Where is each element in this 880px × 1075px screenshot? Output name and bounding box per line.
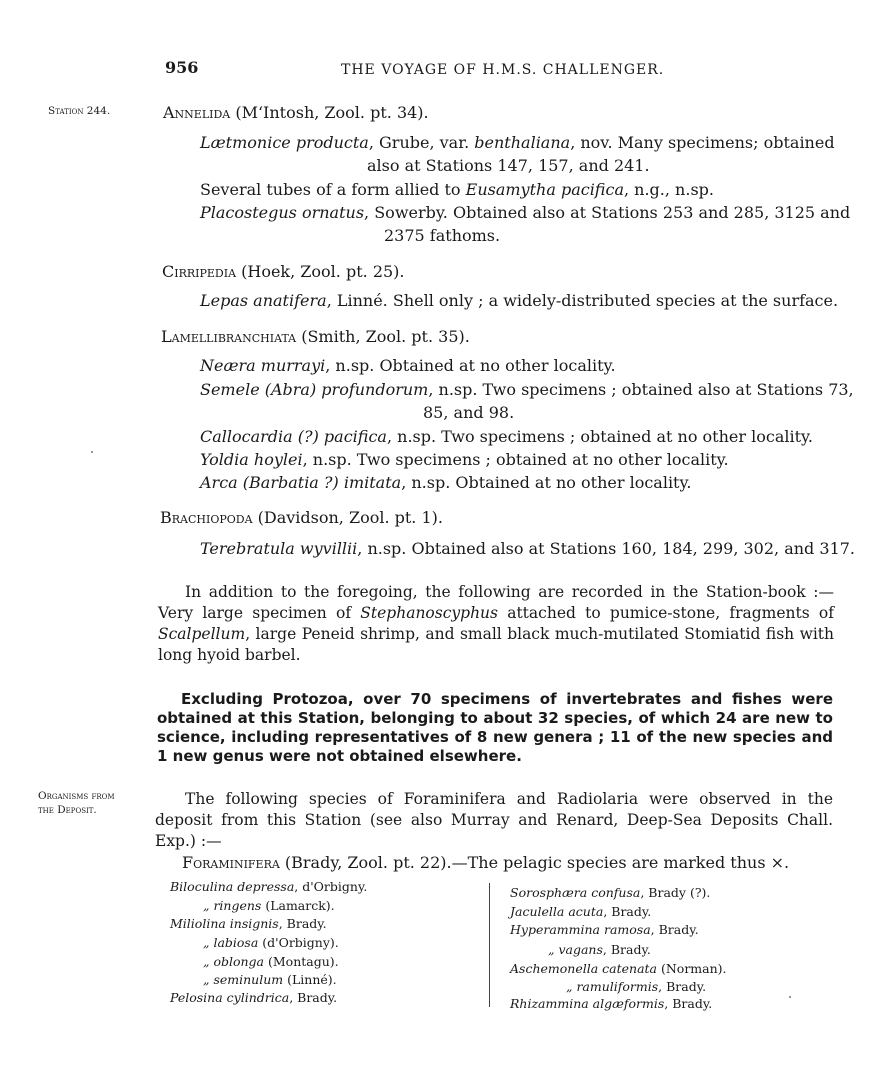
- species-author: , Brady (?).: [640, 885, 711, 900]
- deposit-paragraph: The following species of Foraminifera and Radiolaria were observed in the deposit from this Station (see also Murray and Renard, Deep-Sea Deposits Chall. Exp.) :—: [155, 790, 833, 850]
- entry-text: , Sowerby. Obtained also at Stations 253 and 285, 3125 and: [364, 203, 851, 222]
- entry-text: , n.sp. Two specimens ; obtained also at Stations 73,: [428, 380, 854, 399]
- left-species-entry: [170, 916, 327, 931]
- lamellibranchiata-entry-2: [200, 380, 854, 399]
- cirripedia-entry-1: [200, 291, 838, 310]
- left-species-entry: [203, 935, 339, 950]
- species-author: , Brady.: [650, 922, 699, 937]
- species-author: , d'Orbigny.: [294, 879, 368, 894]
- species-name: Lætmonice producta: [200, 133, 369, 152]
- station-book-paragraph: [158, 582, 834, 666]
- left-species-entry: [170, 879, 367, 894]
- entry-text: , n.sp. Two specimens ; obtained at no other locality.: [386, 427, 814, 446]
- species-author: , Brady.: [289, 990, 338, 1005]
- group-authority: (Smith, Zool. pt. 35).: [296, 327, 470, 346]
- right-species-entry: [566, 979, 706, 994]
- annelida-heading: [163, 103, 429, 122]
- group-authority: (Brady, Zool. pt. 22).—The pelagic species are marked thus ×.: [279, 853, 790, 872]
- paper-speck: [91, 451, 93, 453]
- group-authority: (M‘Intosh, Zool. pt. 34).: [230, 103, 429, 122]
- margin-organisms-line2: the Deposit.: [38, 804, 97, 816]
- species-name: Arca (Barbatia ?) imitata: [200, 473, 402, 492]
- species-name: Jaculella acuta: [510, 904, 604, 919]
- variety-name: benthaliana: [474, 133, 571, 152]
- paper-speck: [789, 996, 791, 998]
- species-name: Miliolina insignis: [170, 916, 279, 931]
- group-name: Lamellibranchiata: [161, 327, 297, 346]
- species-name: „ seminulum: [203, 972, 284, 987]
- column-divider: [489, 883, 490, 1007]
- species-author: , Brady.: [664, 996, 713, 1011]
- group-authority: (Hoek, Zool. pt. 25).: [236, 262, 405, 281]
- paragraph-text: In addition to the foregoing, the following are recorded in the Station-book :—Very large specimen of: [158, 583, 834, 622]
- species-name: Pelosina cylindrica: [170, 990, 290, 1005]
- summary-paragraph: Excluding Protozoa, over 70 specimens of invertebrates and fishes were obtained at this Station, belonging to about 32 species, of which 24 are new to science, including representatives of 8 new genera ; 11 of the new species and 1 new genus were not obtained elsewhere.: [157, 690, 833, 765]
- foraminifera-heading: [182, 853, 789, 872]
- lamellibranchiata-entry-5: [200, 473, 691, 492]
- species-name: „ ringens: [203, 898, 262, 913]
- species-name: Stephanoscyphus: [360, 604, 498, 622]
- right-species-entry: [510, 922, 699, 937]
- left-species-entry: [203, 898, 335, 913]
- annelida-entry-1-cont: also at Stations 147, 157, and 241.: [367, 156, 650, 175]
- entry-text: , n.sp. Two specimens ; obtained at no other locality.: [302, 450, 729, 469]
- entry-text: , n.sp. Obtained at no other locality.: [325, 356, 616, 375]
- species-author: (Lamarck).: [261, 898, 335, 913]
- right-species-entry: [548, 942, 651, 957]
- group-name: Foraminifera: [182, 853, 280, 872]
- group-name: Annelida: [163, 103, 231, 122]
- brachiopoda-entry-1: [200, 539, 855, 558]
- species-name: Aschemonella catenata: [510, 961, 657, 976]
- species-name: Placostegus ornatus: [200, 203, 365, 222]
- species-name: Terebratula wyvillii: [200, 539, 358, 558]
- species-author: , Brady.: [603, 904, 652, 919]
- paragraph-text: attached to pumice-stone, fragments of: [498, 604, 834, 622]
- species-author: , Brady.: [658, 979, 707, 994]
- species-name: „ oblonga: [203, 954, 265, 969]
- entry-text: , nov. Many specimens; obtained: [570, 133, 835, 152]
- lamellibranchiata-heading: [161, 327, 470, 346]
- lamellibranchiata-entry-3: [200, 427, 813, 446]
- running-title: THE VOYAGE OF H.M.S. CHALLENGER.: [341, 62, 665, 78]
- species-name: „ ramuliformis: [566, 979, 659, 994]
- species-name: „ labiosa: [203, 935, 259, 950]
- entry-text: , Linné. Shell only ; a widely-distributed species at the surface.: [326, 291, 839, 310]
- species-author: , Brady.: [602, 942, 651, 957]
- entry-text: , n.sp. Obtained at no other locality.: [401, 473, 692, 492]
- species-name: Callocardia (?) pacifica: [200, 427, 387, 446]
- margin-station-note: Station 244.: [48, 105, 111, 117]
- lamellibranchiata-entry-4: [200, 450, 729, 469]
- group-name: Cirripedia: [162, 262, 237, 281]
- species-name: Yoldia hoylei: [200, 450, 303, 469]
- species-author: (Norman).: [657, 961, 727, 976]
- species-author: , Brady.: [278, 916, 327, 931]
- entry-text: , n.sp. Obtained also at Stations 160, 184, 299, 302, and 317.: [357, 539, 856, 558]
- annelida-entry-3: [200, 203, 850, 222]
- species-name: Rhizammina algæformis: [510, 996, 665, 1011]
- species-author: (d'Orbigny).: [258, 935, 339, 950]
- group-authority: (Davidson, Zool. pt. 1).: [252, 508, 443, 527]
- right-species-entry: [510, 885, 710, 900]
- species-author: (Montagu).: [264, 954, 339, 969]
- right-species-entry: [510, 961, 727, 976]
- species-author: (Linné).: [283, 972, 337, 987]
- lamellibranchiata-entry-2-cont: 85, and 98.: [423, 403, 515, 422]
- margin-organisms-note: [38, 789, 115, 817]
- cirripedia-heading: [162, 262, 405, 281]
- margin-organisms-line1: Organisms from: [38, 790, 115, 802]
- lamellibranchiata-entry-1: [200, 356, 616, 375]
- species-name: Hyperammina ramosa: [510, 922, 651, 937]
- right-species-entry: [510, 996, 712, 1011]
- species-name: „ vagans: [548, 942, 603, 957]
- left-species-entry: [203, 954, 339, 969]
- annelida-entry-3-cont: 2375 fathoms.: [384, 226, 501, 245]
- species-name: Neæra murrayi: [200, 356, 326, 375]
- page-number: 956: [165, 58, 199, 77]
- group-name: Brachiopoda: [160, 508, 253, 527]
- annelida-entry-1: [200, 133, 835, 152]
- species-name: Scalpellum: [158, 625, 246, 643]
- species-name: Eusamytha pacifica: [465, 180, 624, 199]
- entry-text: Several tubes of a form allied to: [200, 180, 466, 199]
- species-name: Biloculina depressa: [170, 879, 295, 894]
- paragraph-text: , large Peneid shrimp, and small black much-mutilated Stomiatid fish with long hyoid barbel.: [158, 625, 834, 664]
- entry-text: , n.g., n.sp.: [623, 180, 714, 199]
- species-name: Sorosphæra confusa: [510, 885, 641, 900]
- annelida-entry-2: [200, 180, 714, 199]
- brachiopoda-heading: [160, 508, 443, 527]
- species-name: Semele (Abra) profundorum: [200, 380, 429, 399]
- entry-text: , Grube, var.: [368, 133, 475, 152]
- right-species-entry: [510, 904, 651, 919]
- species-name: Lepas anatifera: [200, 291, 327, 310]
- left-species-entry: [203, 972, 337, 987]
- left-species-entry: [170, 990, 337, 1005]
